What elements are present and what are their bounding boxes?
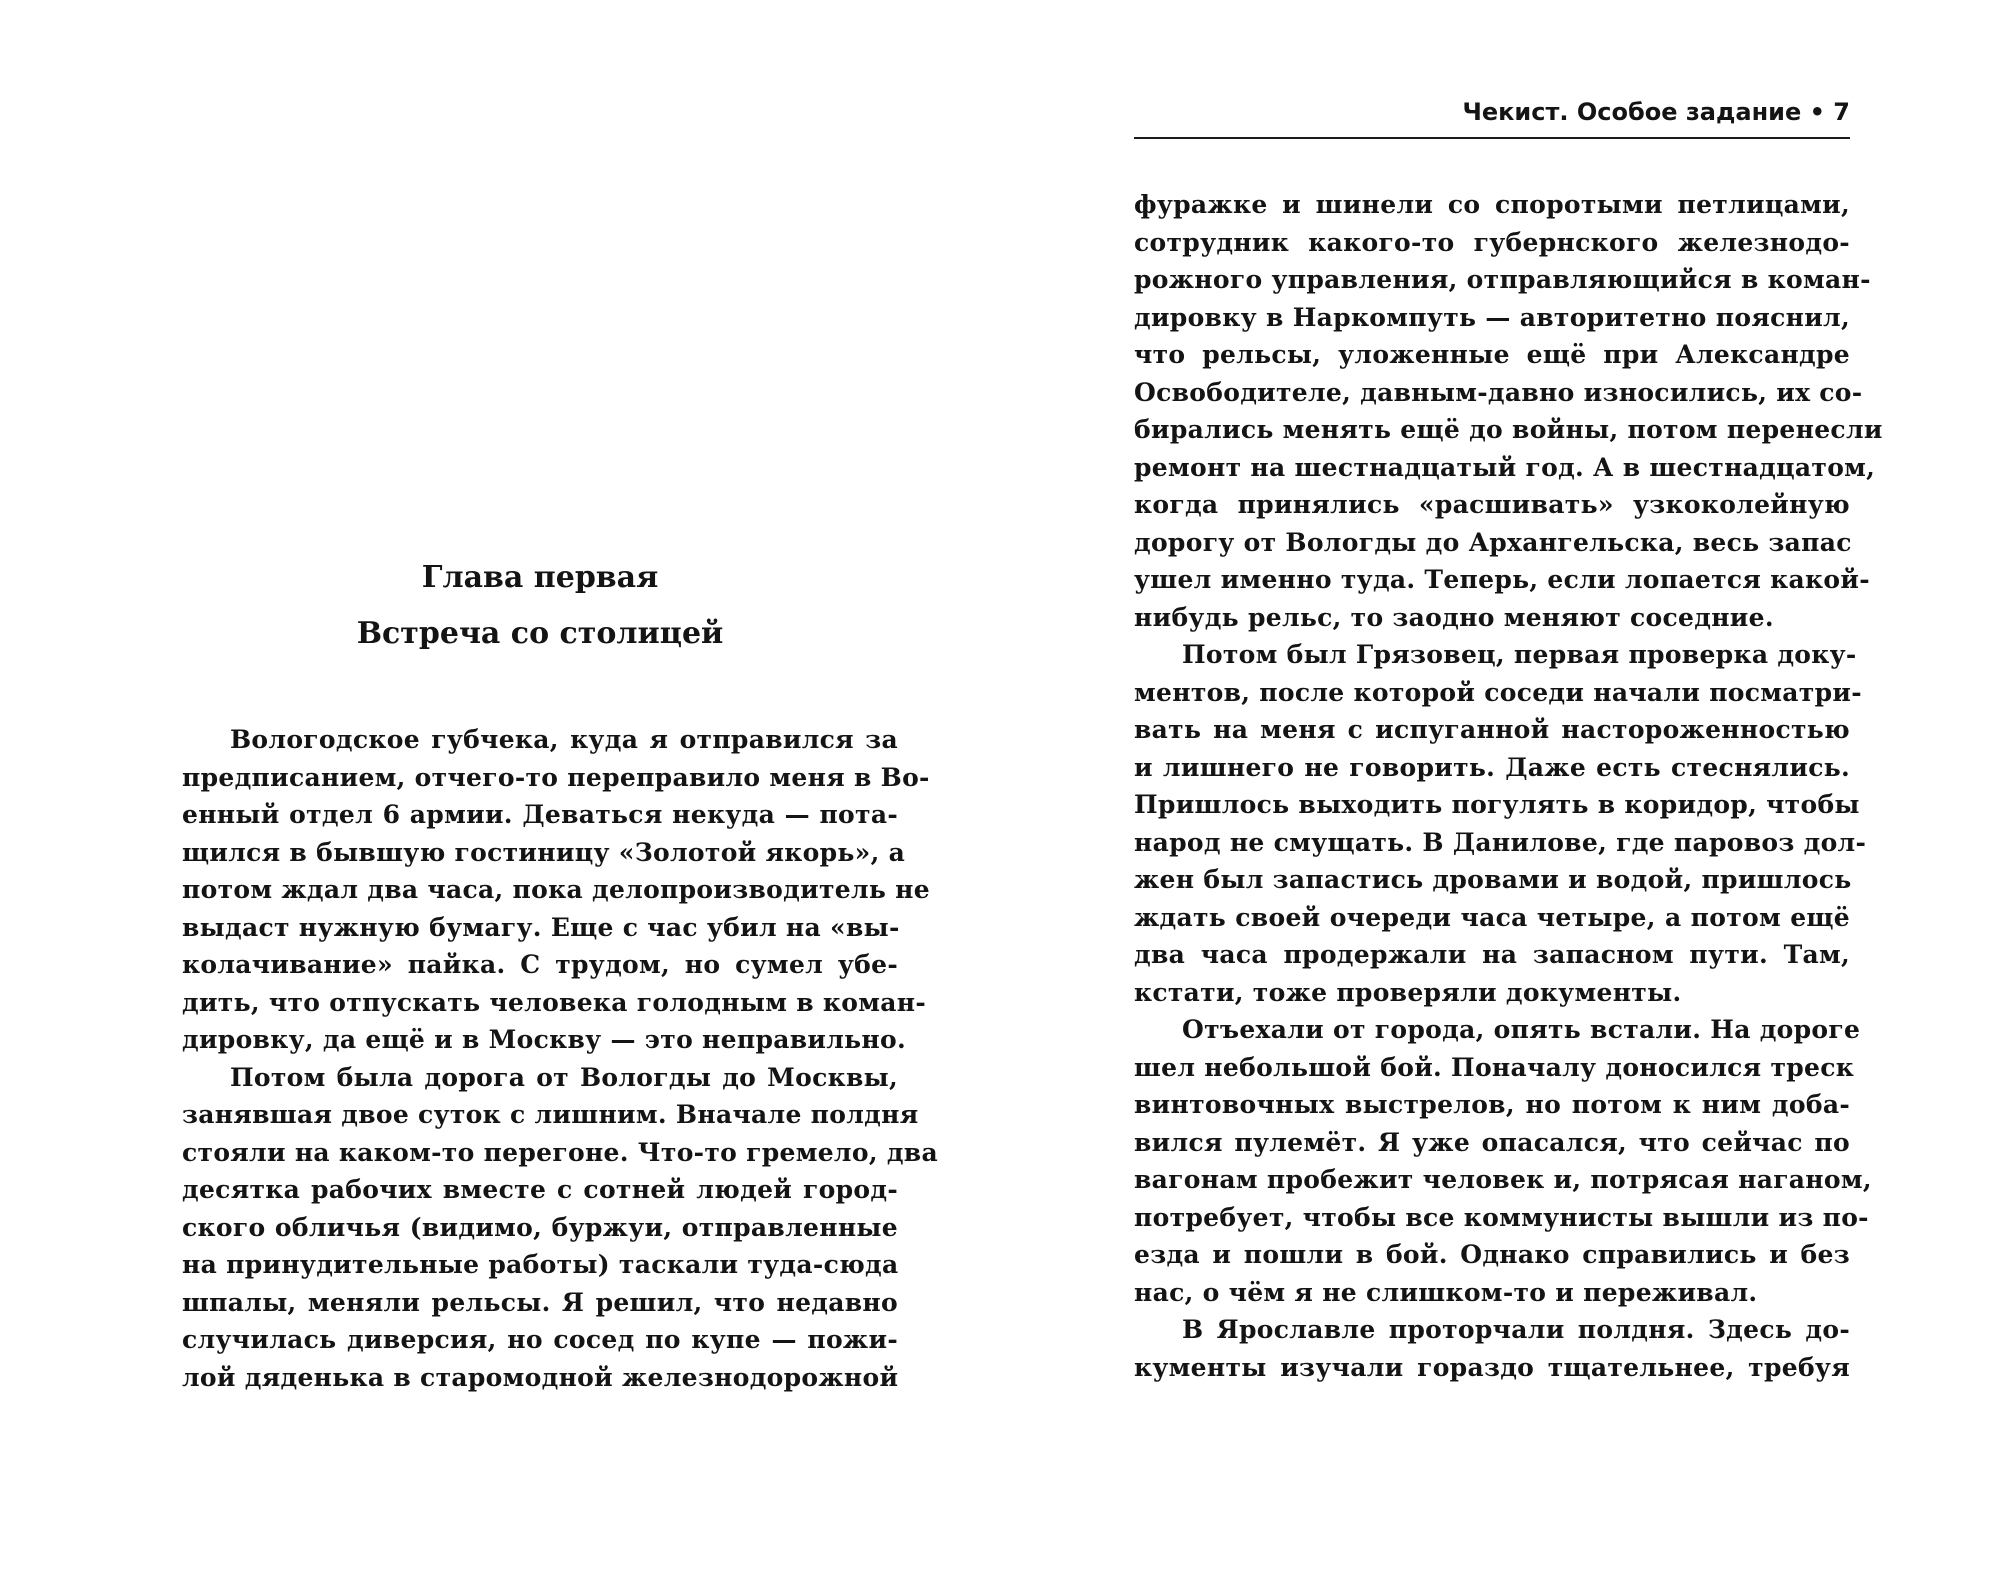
text-line: и лишнего не говорить. Даже есть стеснялись. [1134,752,1850,782]
text-line: ментов, после которой соседи начали посматри- [1134,677,1862,707]
running-header: Чекист. Особое задание • 7 [1462,98,1850,126]
text-line: шпалы, меняли рельсы. Я решил, что недавно [182,1287,898,1317]
text-line: когда принялись «расшивать» узкоколейную [1134,490,1850,519]
text-line: лой дяденька в старомодной железнодорожной [182,1362,899,1392]
text-line: енный отдел 6 армии. Деваться некуда — пота- [182,800,898,829]
text-line: Вологодское губчека, куда я отправился за [230,725,898,754]
text-line: дировку в Наркомпуть — авторитетно пояснил, [1134,302,1850,332]
text-line: выдаст нужную бумагу. Еще с час убил на «вы- [182,912,900,942]
text-line: рожного управления, отправляющийся в коман- [1134,265,1871,294]
text-line: кументы изучали гораздо тщательнее, требуя [1134,1352,1850,1382]
text-line: ушел именно туда. Теперь, если лопается какой- [1134,565,1870,594]
text-line: десятка рабочих вместе с сотней людей город- [182,1175,898,1204]
right-body-text [1134,186,1883,1386]
text-line: что рельсы, уложенные ещё при Александре [1134,340,1850,369]
text-line: предписанием, отчего-то переправило меня в Во- [182,762,930,792]
text-line: два часа продержали на запасном пути. Там, [1134,940,1850,969]
text-line: Отъехали от города, опять встали. На дороге [1182,1015,1861,1044]
text-line: Потом был Грязовец, первая проверка доку- [1182,640,1857,669]
text-line: щился в бывшую гостиницу «Золотой якорь», а [182,837,906,867]
text-line: фуражке и шинели со споротыми петлицами, [1134,190,1850,219]
text-line: случилась диверсия, но сосед по купе — пожи- [182,1325,898,1354]
text-line: винтовочных выстрелов, но потом к ним доба- [1134,1090,1850,1119]
text-line: колачивание» пайка. С трудом, но сумел убе- [182,950,898,979]
text-line: потребует, чтобы все коммунисты вышли из по- [1134,1202,1869,1232]
text-line: дировку, да ещё и в Москву — это неправильно. [182,1025,907,1054]
text-line: Освободителе, давным-давно износились, их со- [1134,377,1863,407]
text-line: вать на меня с испуганной настороженностью [1134,715,1850,744]
text-line: стояли на каком-то перегоне. Что-то гремело, два [182,1137,938,1167]
text-line: ждать своей очереди часа четыре, а потом ещё [1134,902,1850,932]
text-line: сотрудник какого-то губернского железнодо- [1134,227,1850,257]
text-line: нибудь рельс, то заодно меняют соседние. [1134,602,1774,632]
text-line: бирались менять ещё до войны, потом перенесли [1134,415,1883,444]
text-line: занявшая двое суток с лишним. Вначале полдня [182,1100,919,1129]
text-line: вился пулемёт. Я уже опасался, что сейчас по [1134,1127,1850,1157]
text-line: В Ярославле проторчали полдня. Здесь до- [1182,1315,1850,1344]
text-line: шел небольшой бой. Поначалу доносился треск [1134,1052,1855,1082]
header-rule [1134,137,1850,139]
text-line: дить, что отпускать человека голодным в коман- [182,987,927,1017]
text-line: дорогу от Вологды до Архангельска, весь запас [1134,527,1852,557]
chapter-number: Глава первая [421,560,659,595]
text-line: езда и пошли в бой. Однако справились и без [1134,1240,1850,1269]
text-line: потом ждал два часа, пока делопроизводитель не [182,875,930,904]
text-line: народ не смущать. В Данилове, где паровоз дол- [1134,827,1867,857]
text-line: ремонт на шестнадцатый год. А в шестнадцатом, [1134,452,1876,482]
text-line: ского обличья (видимо, буржуи, отправленные [182,1212,898,1242]
text-line: Потом была дорога от Вологды до Москвы, [230,1062,898,1092]
text-line: вагонам пробежит человек и, потрясая наганом, [1134,1165,1872,1194]
text-line: жен был запастись дровами и водой, пришлось [1134,865,1852,894]
right-page [1000,0,2000,1571]
text-line: на принудительные работы) таскали туда-сюда [182,1250,899,1279]
text-line: Пришлось выходить погулять в коридор, чтобы [1134,790,1860,819]
chapter-title: Встреча со столицей [356,616,724,651]
text-line: кстати, тоже проверяли документы. [1134,977,1682,1007]
left-body-text [182,721,938,1396]
chapter-heading [182,550,898,662]
text-line: нас, о чём я не слишком-то и переживал. [1134,1277,1758,1307]
